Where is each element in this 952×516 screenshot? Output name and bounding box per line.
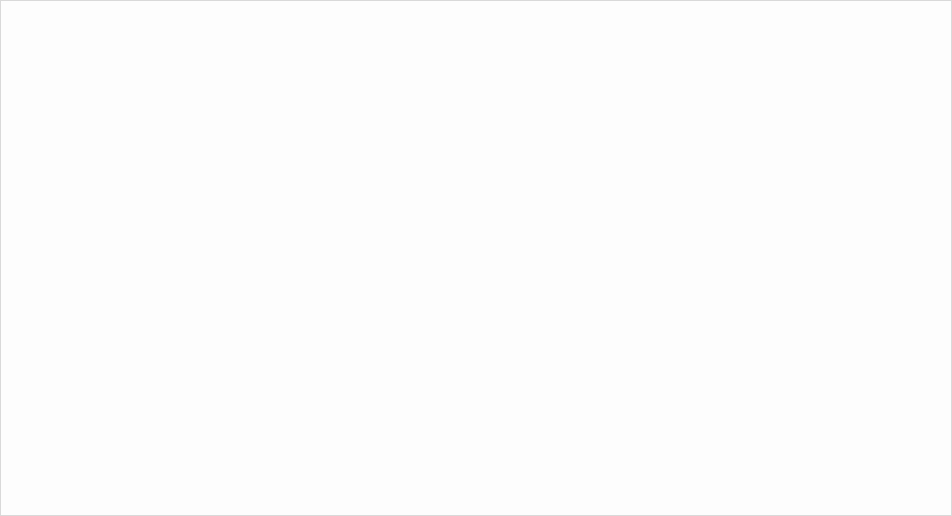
notice-line bbox=[7, 156, 945, 178]
notice-line bbox=[7, 221, 945, 243]
notice-line bbox=[7, 91, 945, 113]
notice-line bbox=[7, 135, 945, 157]
notice-line bbox=[7, 27, 945, 49]
notice-line bbox=[7, 70, 945, 92]
notice-line bbox=[7, 351, 945, 373]
notice-line bbox=[7, 458, 945, 480]
notice-line bbox=[7, 264, 945, 286]
notice-line bbox=[7, 415, 945, 437]
notice-line bbox=[7, 199, 945, 221]
notice-line bbox=[7, 394, 945, 416]
notice-line bbox=[7, 113, 945, 135]
notice-line bbox=[7, 329, 945, 351]
notice-line bbox=[7, 178, 945, 200]
notice-line bbox=[7, 437, 945, 459]
notice-line bbox=[7, 243, 945, 265]
notice-line bbox=[7, 372, 945, 394]
notice-line bbox=[7, 48, 945, 70]
notice-line bbox=[7, 307, 945, 329]
notice-body bbox=[7, 5, 945, 480]
notice-line bbox=[7, 5, 945, 27]
notice-line bbox=[7, 286, 945, 308]
